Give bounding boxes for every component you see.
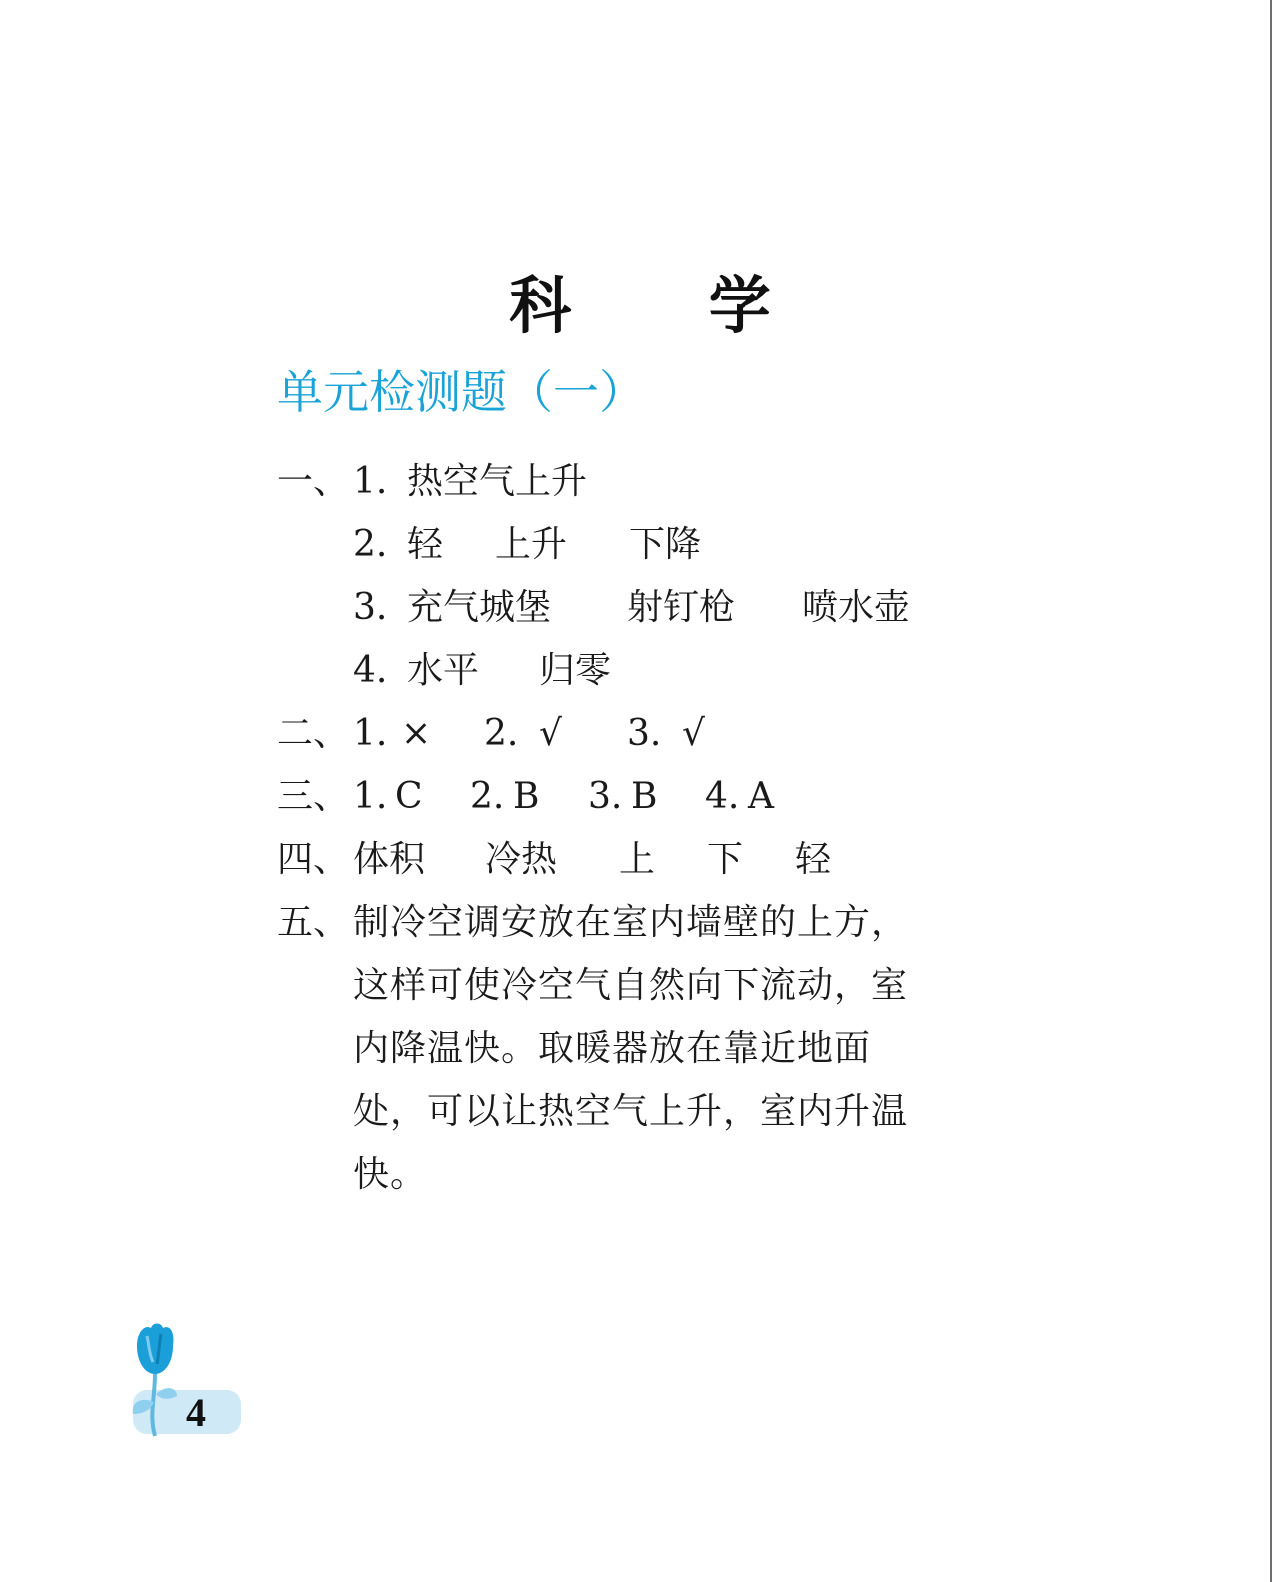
section-1-item-2 — [277, 519, 977, 571]
section-1-item-3 — [277, 582, 977, 634]
question-number: 4. — [705, 776, 740, 817]
answer-text: 下 — [707, 839, 744, 880]
question-number: 3. — [627, 713, 662, 754]
question-number: 1. — [353, 776, 388, 817]
section-marker: 五、 — [277, 902, 350, 943]
answer-text: 上 — [619, 839, 656, 880]
question-number: 2. — [484, 713, 519, 754]
section-marker: 一、 — [277, 461, 350, 502]
answer-letter: B — [513, 776, 540, 817]
answer-text: 射钉枪 — [627, 587, 736, 628]
answer-text: 归零 — [539, 650, 612, 691]
answer-paragraph-line: 快。 — [353, 1154, 428, 1195]
answer-text: 水平 — [407, 650, 480, 691]
question-number: 2. — [353, 524, 388, 565]
cross-mark: × — [401, 713, 432, 754]
answer-text: 轻 — [407, 524, 444, 565]
answer-paragraph-line: 处，可以让热空气上升，室内升温 — [353, 1091, 909, 1132]
section-1-item-1 — [277, 456, 977, 508]
answer-paragraph-line: 制冷空调安放在室内墙壁的上方， — [353, 902, 909, 943]
answer-letter: A — [748, 776, 774, 817]
section-4-row — [277, 834, 977, 886]
section-marker: 二、 — [277, 713, 350, 754]
answer-letter: C — [395, 776, 423, 817]
section-3-row — [277, 771, 977, 823]
check-mark: √ — [539, 713, 562, 754]
section-marker: 四、 — [277, 839, 350, 880]
question-number: 1. — [353, 713, 388, 754]
question-number: 1. — [353, 461, 388, 502]
answer-text: 体积 — [353, 839, 426, 880]
check-mark: √ — [682, 713, 705, 754]
answer-text: 上升 — [495, 524, 568, 565]
question-number: 3. — [353, 587, 388, 628]
section-5-marker-row — [277, 897, 357, 949]
answer-text: 充气城堡 — [407, 587, 552, 628]
answer-text: 喷水壶 — [802, 587, 911, 628]
section-2-row — [277, 708, 977, 760]
answer-paragraph-line: 这样可使冷空气自然向下流动，室 — [353, 965, 909, 1006]
page-title: 科 学 — [509, 269, 829, 342]
answer-text: 轻 — [795, 839, 832, 880]
answer-text: 下降 — [629, 524, 702, 565]
answer-paragraph-line: 内降温快。取暖器放在靠近地面 — [353, 1028, 872, 1069]
section-marker: 三、 — [277, 776, 350, 817]
answer-text: 冷热 — [485, 839, 558, 880]
section-1-item-4 — [277, 645, 977, 697]
page-number: 4 — [186, 1390, 206, 1435]
question-number: 4. — [353, 650, 388, 691]
question-number: 3. — [588, 776, 623, 817]
unit-test-heading: 单元检测题（一） — [277, 365, 645, 419]
question-number: 2. — [470, 776, 505, 817]
page-edge-line — [1270, 0, 1272, 1582]
answer-letter: B — [631, 776, 658, 817]
answer-text: 热空气上升 — [407, 461, 588, 502]
